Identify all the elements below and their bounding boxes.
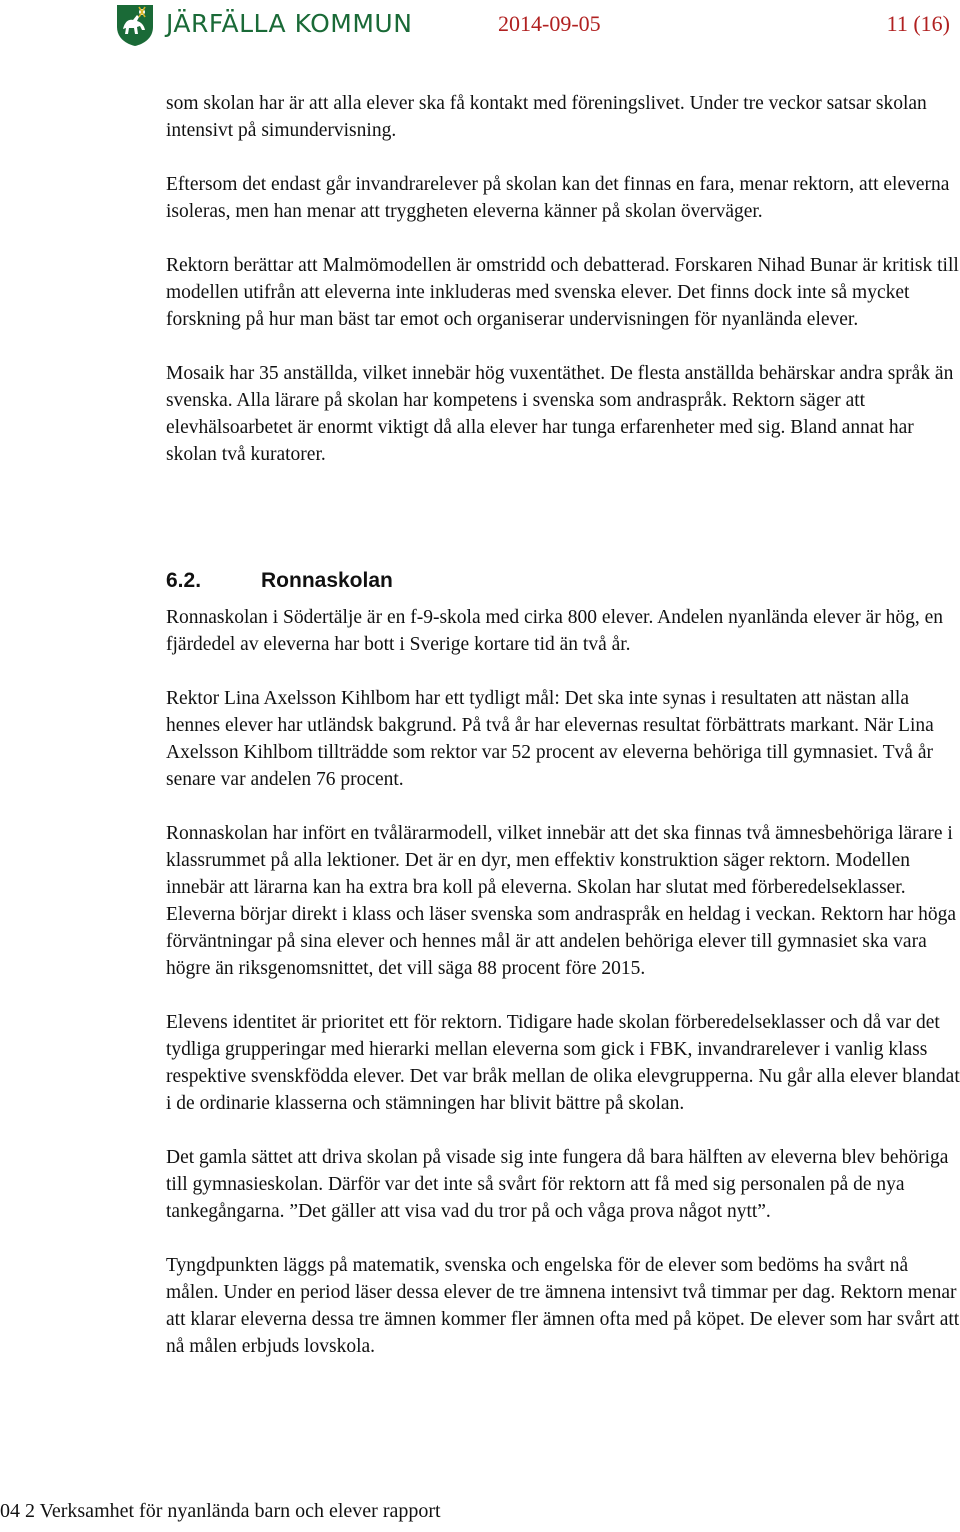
section-ronnaskolan-body [166,604,960,1360]
paragraph: Mosaik har 35 anställda, vilket innebär hög vuxentäthet. De flesta anställda behärskar andra språk än svenska. Alla lärare på skolan har kompetens i svenska som andraspråk. Rektorn säger att elevhälsoarbetet är enormt viktigt då alla elever har tunga erfarenheter med sig. Bland annat har skolan två kuratorer. [166,363,954,465]
document-date: 2014-09-05 [498,11,601,36]
paragraph: som skolan har är att alla elever ska få kontakt med föreningslivet. Under tre veckor satsar skolan intensivt på simundervisning. [166,93,927,141]
paragraph: Ronnaskolan har infört en tvålärarmodell, vilket innebär att det ska finnas två ämnesbehöriga lärare i klassrummet på alla lektioner. Det är en dyr, men effektiv konstruktion säger rektorn. Modellen innebär att lärarna kan ha extra bra koll på eleverna. Skolan har slutat med förberedelseklasser. Eleverna börjar direkt i klass och läser svenska som andraspråk en heldag i veckan. Rektorn har höga förväntningar på sina elever och hennes mål är att andelen behöriga elever till gymnasiet ska vara högre än riksgenomsnittet, det vill säga 88 procent före 2015. [166,823,957,979]
paragraph: Ronnaskolan i Södertälje är en f-9-skola med cirka 800 elever. Andelen nyanlända elever är hög, en fjärdedel av eleverna har bott i Sverige kortare tid än två år. [166,607,944,655]
page-number: 11 (16) [886,11,950,36]
paragraph: Tyngdpunkten läggs på matematik, svenska och engelska för de elever som bedöms ha svårt nå målen. Under en period läser dessa elever de tre ämnena intensivt två timmar per dag. Rektorn menar att klarar eleverna dessa tre ämnen kommer fler ämnen ofta med på köpet. De elever som har svårt att nå målen erbjuds lovskola. [166,1255,960,1357]
paragraph: Elevens identitet är prioritet ett för rektorn. Tidigare hade skolan förberedelseklasser och då var det tydliga grupperingar med hierarki mellan eleverna som gick i FBK, invandrarelever i vanlig klass respektive svenskfödda elever. Det var bråk mellan de olika elevgrupperna. Nu går alla elever blandat i de ordinarie klasserna och stämningen har blivit bättre på skolan. [166,1012,960,1114]
paragraph: Rektorn berättar att Malmömodellen är omstridd och debatterad. Forskaren Nihad Bunar är kritisk till modellen utifrån att eleverna inte inkluderas med svenska elever. Det finns dock inte så mycket forskning på hur man bäst tar emot och organiserar undervisningen för nyanlända elever. [166,255,959,330]
paragraph: Rektor Lina Axelsson Kihlbom har ett tydligt mål: Det ska inte synas i resultaten att nästan alla hennes elever har utländsk bakgrund. På två år har elevernas resultat förbättrats markant. När Lina Axelsson Kihlbom tillträdde som rektor var 52 procent av eleverna behöriga till gymnasiet. Två år senare var andelen 76 procent. [166,688,934,790]
organization-name: JÄRFÄLLA KOMMUN [166,9,413,38]
page-footer: 04 2 Verksamhet för nyanlända barn och elever rapport [0,1500,441,1522]
section-mosaik-body [166,90,960,468]
page-header [0,0,960,56]
paragraph: Det gamla sättet att driva skolan på visade sig inte fungera då bara hälften av eleverna blev behöriga till gymnasieskolan. Därför var det inte så svårt för rektorn att få med sig personalen på de nya tankegångarna. ”Det gäller att visa vad du tror på och våga prova något nytt”. [166,1147,949,1222]
section-heading [166,569,393,593]
municipality-crest-icon [115,3,155,47]
section-title: Ronnaskolan [261,569,393,592]
section-number: 6.2. [166,569,202,592]
paragraph: Eftersom det endast går invandrarelever på skolan kan det finnas en fara, menar rektorn, att eleverna isoleras, men han menar att tryggheten eleverna känner på skolan överväger. [166,174,950,222]
